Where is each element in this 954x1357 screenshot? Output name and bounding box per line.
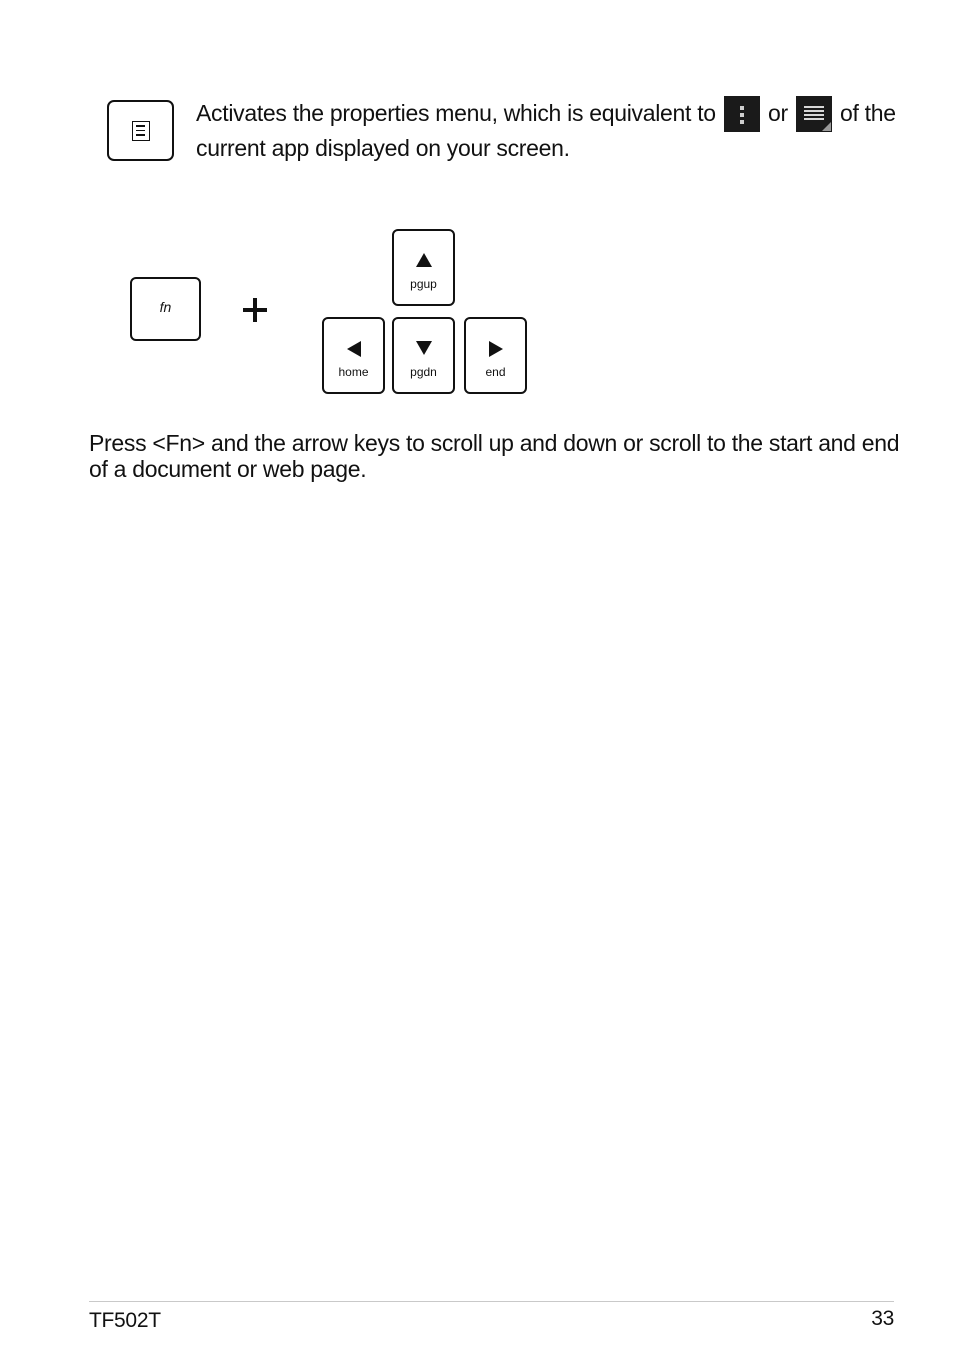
pgup-key-label: pgup — [410, 277, 437, 291]
pgup-key — [392, 229, 455, 306]
overflow-menu-icon — [724, 96, 760, 132]
arrow-down-icon — [416, 341, 432, 355]
end-key — [464, 317, 527, 394]
fn-key — [130, 277, 201, 341]
properties-key-illustration — [107, 100, 174, 161]
description-before: Activates the properties menu, which is equivalent to — [196, 100, 716, 126]
footer-page-number: 33 — [871, 1307, 894, 1330]
description-connector: or — [767, 100, 788, 126]
properties-menu-icon — [132, 121, 150, 141]
end-key-label: end — [485, 365, 506, 379]
description-after: of the current app displayed on your screen. — [196, 100, 896, 161]
pgdn-key-label: pgdn — [410, 365, 437, 379]
arrow-right-icon — [489, 341, 503, 357]
pgdn-key — [392, 317, 455, 394]
fn-key-label: fn — [159, 299, 172, 315]
legacy-menu-icon — [796, 96, 832, 132]
footer-model: TF502T — [89, 1309, 161, 1332]
arrow-up-icon — [416, 253, 432, 267]
home-key — [322, 317, 385, 394]
plus-icon — [243, 298, 267, 322]
footer-divider — [89, 1301, 894, 1302]
home-key-label: home — [338, 365, 369, 379]
arrow-left-icon — [347, 341, 361, 357]
properties-key-description — [196, 96, 896, 165]
scroll-instruction: Press <Fn> and the arrow keys to scroll up and down or scroll to the start and end of a document or web page. — [89, 430, 900, 482]
